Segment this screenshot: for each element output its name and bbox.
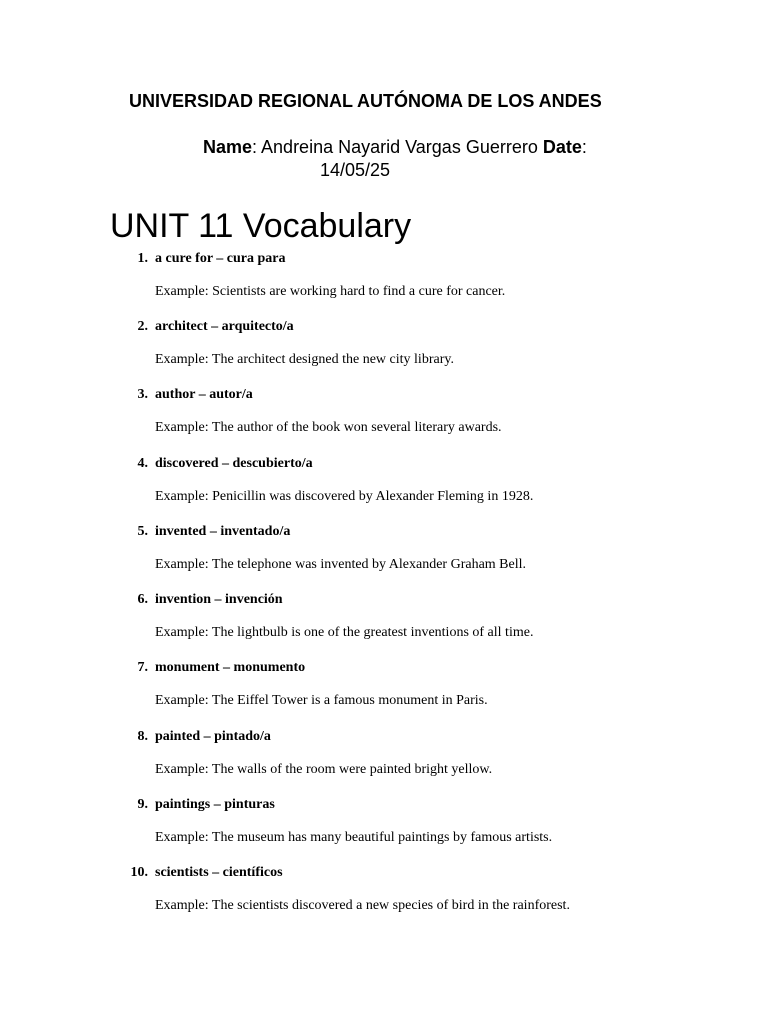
item-number: 10.	[130, 865, 148, 880]
vocabulary-term: architect – arquitecto/a	[155, 319, 294, 334]
item-number: 8.	[137, 729, 148, 744]
example-sentence: Example: The architect designed the new city library.	[155, 352, 454, 367]
example-sentence: Example: The lightbulb is one of the greatest inventions of all time.	[155, 625, 534, 640]
date-colon: :	[581, 137, 587, 157]
example-sentence: Example: Scientists are working hard to find a cure for cancer.	[155, 284, 506, 299]
item-number: 5.	[137, 524, 148, 539]
page-title: UNIT 11 Vocabulary	[110, 207, 412, 245]
item-number: 6.	[137, 592, 148, 607]
vocabulary-term: monument – monumento	[155, 660, 306, 675]
vocabulary-term: invented – inventado/a	[155, 524, 291, 539]
vocabulary-item	[0, 318, 768, 378]
vocabulary-item	[0, 591, 768, 651]
example-sentence: Example: The scientists discovered a new species of bird in the rainforest.	[155, 898, 570, 913]
item-number: 7.	[137, 660, 148, 675]
vocabulary-item	[0, 728, 768, 788]
vocabulary-item	[0, 455, 768, 515]
item-number: 1.	[137, 251, 148, 266]
vocabulary-item	[0, 386, 768, 446]
name-label: Name	[203, 137, 253, 157]
vocabulary-term: discovered – descubierto/a	[155, 456, 313, 471]
vocabulary-term: scientists – científicos	[155, 865, 283, 880]
vocabulary-term: author – autor/a	[155, 387, 253, 402]
vocabulary-item	[0, 659, 768, 719]
vocabulary-term: paintings – pinturas	[155, 797, 275, 812]
example-sentence: Example: Penicillin was discovered by Alexander Fleming in 1928.	[155, 489, 534, 504]
example-sentence: Example: The author of the book won several literary awards.	[155, 420, 502, 435]
item-number: 9.	[137, 797, 148, 812]
vocabulary-item	[0, 796, 768, 856]
vocabulary-item	[0, 864, 768, 924]
example-sentence: Example: The telephone was invented by Alexander Graham Bell.	[155, 557, 527, 572]
vocabulary-term: a cure for – cura para	[155, 251, 286, 266]
date-value: 14/05/25	[320, 160, 391, 180]
item-number: 3.	[137, 387, 148, 402]
institution-name: UNIVERSIDAD REGIONAL AUTÓNOMA DE LOS ANDES	[129, 91, 602, 111]
vocabulary-term: invention – invención	[155, 592, 283, 607]
example-sentence: Example: The walls of the room were painted bright yellow.	[155, 762, 493, 777]
vocabulary-term: painted – pintado/a	[155, 729, 271, 744]
example-sentence: Example: The Eiffel Tower is a famous monument in Paris.	[155, 693, 488, 708]
vocabulary-item	[0, 523, 768, 583]
vocabulary-item	[0, 250, 768, 310]
item-number: 2.	[137, 319, 148, 334]
item-number: 4.	[137, 456, 148, 471]
example-sentence: Example: The museum has many beautiful paintings by famous artists.	[155, 830, 553, 845]
student-name: : Andreina Nayarid Vargas Guerrero	[252, 137, 543, 157]
date-label: Date	[542, 137, 582, 157]
